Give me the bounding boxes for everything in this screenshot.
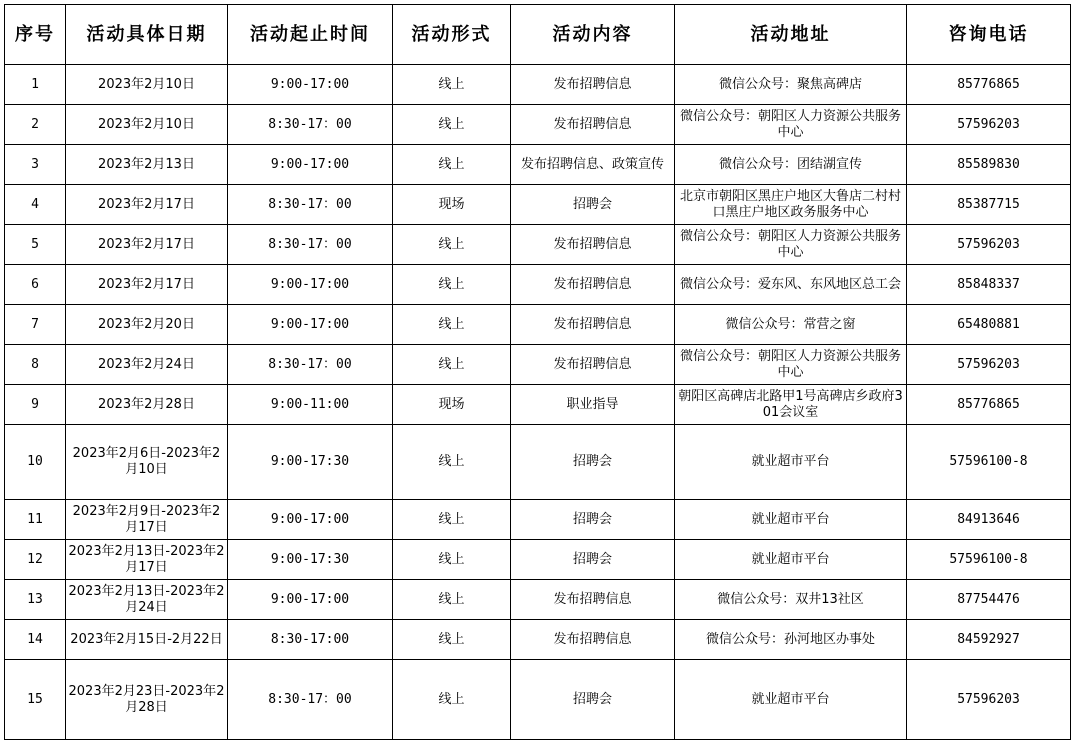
cell-date: 2023年2月13日-2023年2月24日: [66, 580, 228, 620]
table-row: [5, 345, 1071, 385]
header-address: 活动地址: [675, 5, 907, 65]
cell-time: 8:30-17：00: [228, 105, 393, 145]
cell-address: 微信公众号：常营之窗: [675, 305, 907, 345]
cell-content: 发布招聘信息: [511, 345, 675, 385]
cell-date: 2023年2月10日: [66, 105, 228, 145]
header-form: 活动形式: [393, 5, 511, 65]
table-row: [5, 105, 1071, 145]
cell-time: 9:00-17:30: [228, 540, 393, 580]
cell-date: 2023年2月15日-2月22日: [66, 620, 228, 660]
cell-no: 5: [5, 225, 66, 265]
cell-no: 11: [5, 500, 66, 540]
table-row: [5, 305, 1071, 345]
cell-content: 发布招聘信息、政策宣传: [511, 145, 675, 185]
cell-phone: 84913646: [907, 500, 1071, 540]
cell-no: 9: [5, 385, 66, 425]
cell-phone: 57596203: [907, 225, 1071, 265]
cell-phone: 57596203: [907, 660, 1071, 740]
cell-phone: 87754476: [907, 580, 1071, 620]
table-row: [5, 185, 1071, 225]
table-row: [5, 540, 1071, 580]
header-phone: 咨询电话: [907, 5, 1071, 65]
cell-phone: 57596100-8: [907, 540, 1071, 580]
cell-time: 9:00-17:00: [228, 265, 393, 305]
cell-form: 线上: [393, 65, 511, 105]
cell-date: 2023年2月17日: [66, 265, 228, 305]
cell-content: 发布招聘信息: [511, 305, 675, 345]
cell-form: 线上: [393, 425, 511, 500]
activity-table: [4, 4, 1071, 740]
cell-content: 发布招聘信息: [511, 225, 675, 265]
cell-phone: 85776865: [907, 65, 1071, 105]
cell-phone: 85387715: [907, 185, 1071, 225]
cell-form: 线上: [393, 580, 511, 620]
cell-content: 发布招聘信息: [511, 580, 675, 620]
cell-phone: 57596100-8: [907, 425, 1071, 500]
cell-phone: 57596203: [907, 105, 1071, 145]
cell-no: 3: [5, 145, 66, 185]
header-content: 活动内容: [511, 5, 675, 65]
cell-time: 9:00-17:00: [228, 580, 393, 620]
cell-content: 招聘会: [511, 500, 675, 540]
header-time: 活动起止时间: [228, 5, 393, 65]
cell-address: 微信公众号：双井13社区: [675, 580, 907, 620]
cell-form: 线上: [393, 345, 511, 385]
cell-address: 微信公众号：团结湖宣传: [675, 145, 907, 185]
cell-time: 9:00-17:00: [228, 65, 393, 105]
cell-phone: 57596203: [907, 345, 1071, 385]
cell-date: 2023年2月13日: [66, 145, 228, 185]
cell-phone: 84592927: [907, 620, 1071, 660]
cell-no: 15: [5, 660, 66, 740]
cell-time: 9:00-17:00: [228, 500, 393, 540]
cell-address: 就业超市平台: [675, 660, 907, 740]
cell-time: 8:30-17:00: [228, 620, 393, 660]
table-row: [5, 620, 1071, 660]
header-row: [5, 5, 1071, 65]
table-row: [5, 580, 1071, 620]
cell-no: 4: [5, 185, 66, 225]
cell-address: 朝阳区高碑店北路甲1号高碑店乡政府301会议室: [675, 385, 907, 425]
table-row: [5, 425, 1071, 500]
table-row: [5, 265, 1071, 305]
table-row: [5, 225, 1071, 265]
header-date: 活动具体日期: [66, 5, 228, 65]
cell-date: 2023年2月24日: [66, 345, 228, 385]
cell-address: 微信公众号：朝阳区人力资源公共服务中心: [675, 225, 907, 265]
cell-time: 9:00-11:00: [228, 385, 393, 425]
cell-date: 2023年2月23日-2023年2月28日: [66, 660, 228, 740]
cell-address: 微信公众号：聚焦高碑店: [675, 65, 907, 105]
cell-no: 14: [5, 620, 66, 660]
cell-form: 线上: [393, 265, 511, 305]
cell-content: 发布招聘信息: [511, 105, 675, 145]
cell-time: 8:30-17：00: [228, 660, 393, 740]
cell-no: 12: [5, 540, 66, 580]
cell-date: 2023年2月6日-2023年2月10日: [66, 425, 228, 500]
cell-form: 线上: [393, 105, 511, 145]
table-body: [5, 65, 1071, 740]
cell-form: 线上: [393, 660, 511, 740]
cell-date: 2023年2月10日: [66, 65, 228, 105]
cell-form: 线上: [393, 305, 511, 345]
cell-address: 微信公众号：孙河地区办事处: [675, 620, 907, 660]
cell-content: 招聘会: [511, 425, 675, 500]
table-row: [5, 145, 1071, 185]
cell-content: 职业指导: [511, 385, 675, 425]
cell-form: 现场: [393, 385, 511, 425]
cell-address: 就业超市平台: [675, 540, 907, 580]
cell-form: 线上: [393, 145, 511, 185]
cell-no: 10: [5, 425, 66, 500]
cell-no: 2: [5, 105, 66, 145]
cell-content: 招聘会: [511, 660, 675, 740]
cell-no: 1: [5, 65, 66, 105]
cell-time: 9:00-17:00: [228, 305, 393, 345]
cell-time: 8:30-17：00: [228, 185, 393, 225]
header-no: 序号: [5, 5, 66, 65]
table-row: [5, 385, 1071, 425]
cell-date: 2023年2月17日: [66, 225, 228, 265]
cell-date: 2023年2月9日-2023年2月17日: [66, 500, 228, 540]
cell-content: 招聘会: [511, 185, 675, 225]
cell-address: 就业超市平台: [675, 500, 907, 540]
cell-phone: 85848337: [907, 265, 1071, 305]
cell-content: 招聘会: [511, 540, 675, 580]
cell-time: 8:30-17：00: [228, 345, 393, 385]
cell-time: 9:00-17:00: [228, 145, 393, 185]
cell-phone: 65480881: [907, 305, 1071, 345]
cell-form: 线上: [393, 500, 511, 540]
cell-form: 线上: [393, 540, 511, 580]
cell-content: 发布招聘信息: [511, 65, 675, 105]
cell-no: 8: [5, 345, 66, 385]
cell-phone: 85589830: [907, 145, 1071, 185]
cell-form: 线上: [393, 225, 511, 265]
cell-address: 就业超市平台: [675, 425, 907, 500]
cell-address: 微信公众号：爱东风、东风地区总工会: [675, 265, 907, 305]
cell-no: 7: [5, 305, 66, 345]
table-row: [5, 660, 1071, 740]
cell-no: 13: [5, 580, 66, 620]
cell-date: 2023年2月13日-2023年2月17日: [66, 540, 228, 580]
cell-address: 微信公众号：朝阳区人力资源公共服务中心: [675, 345, 907, 385]
cell-no: 6: [5, 265, 66, 305]
cell-date: 2023年2月20日: [66, 305, 228, 345]
cell-form: 现场: [393, 185, 511, 225]
cell-address: 微信公众号：朝阳区人力资源公共服务中心: [675, 105, 907, 145]
cell-address: 北京市朝阳区黑庄户地区大鲁店二村村口黑庄户地区政务服务中心: [675, 185, 907, 225]
cell-date: 2023年2月17日: [66, 185, 228, 225]
cell-content: 发布招聘信息: [511, 265, 675, 305]
table-row: [5, 500, 1071, 540]
cell-content: 发布招聘信息: [511, 620, 675, 660]
table-row: [5, 65, 1071, 105]
cell-time: 8:30-17：00: [228, 225, 393, 265]
cell-date: 2023年2月28日: [66, 385, 228, 425]
cell-phone: 85776865: [907, 385, 1071, 425]
cell-form: 线上: [393, 620, 511, 660]
cell-time: 9:00-17:30: [228, 425, 393, 500]
